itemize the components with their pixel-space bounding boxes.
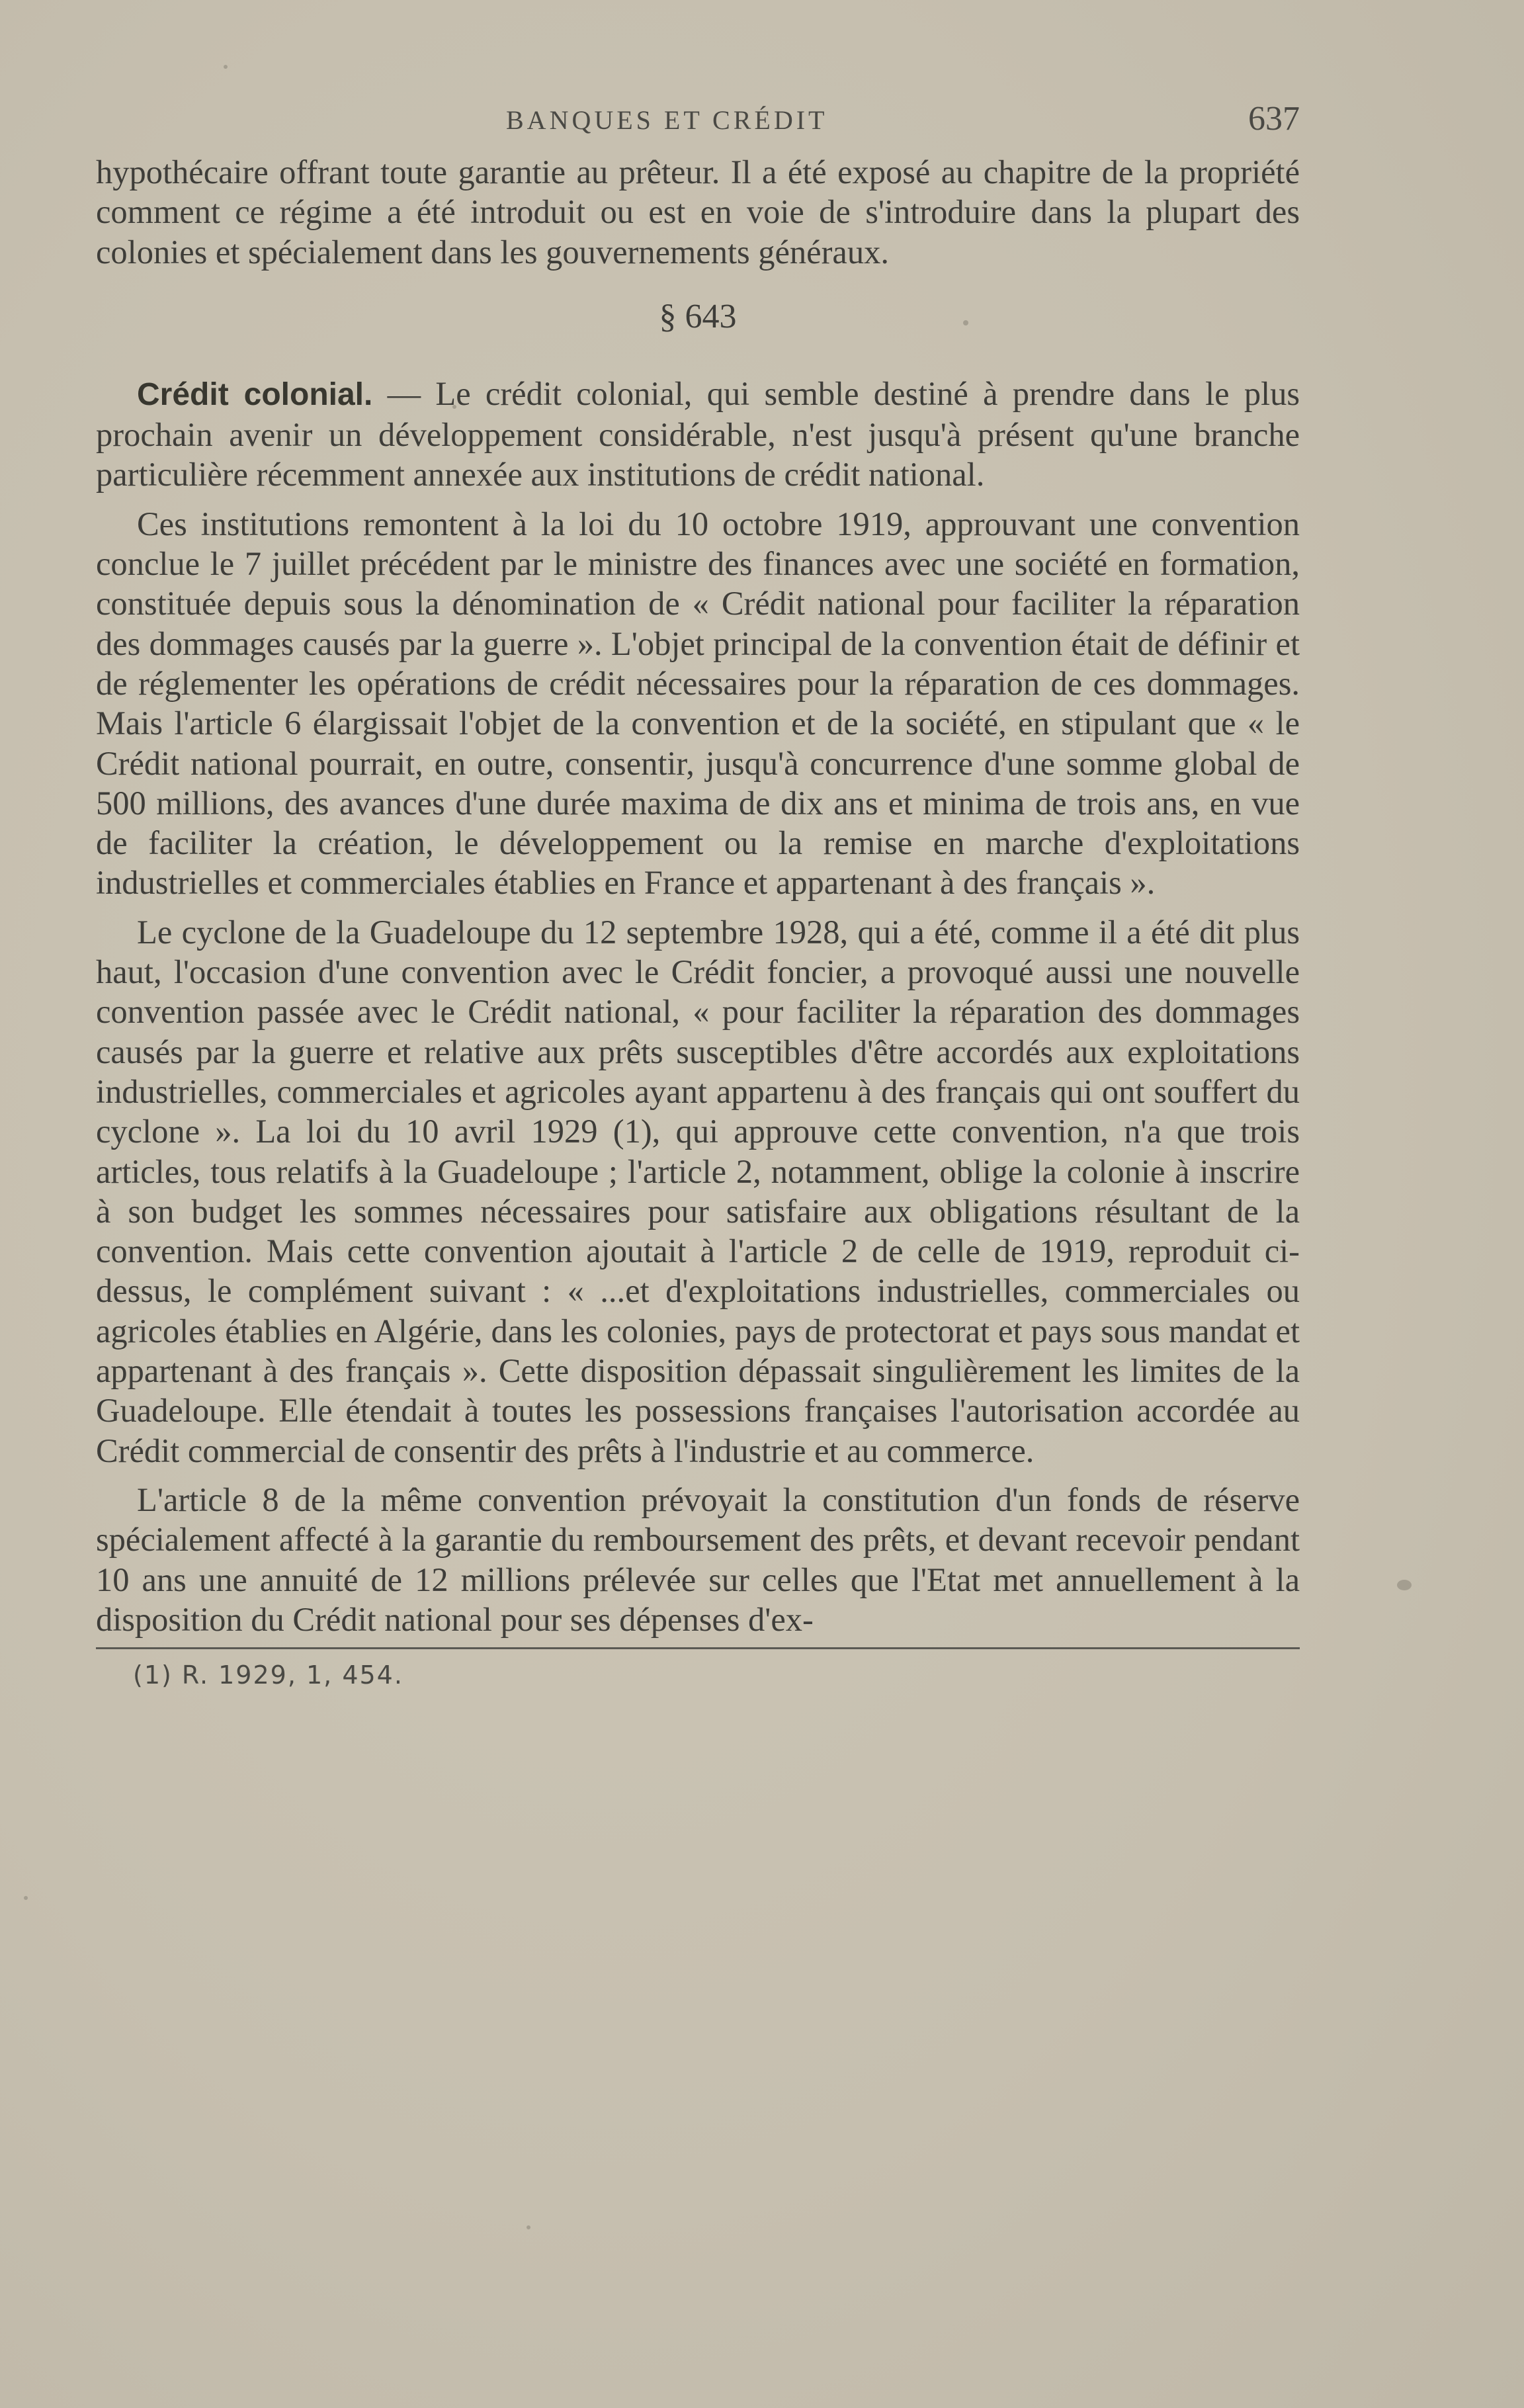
paper-speck (24, 1896, 28, 1900)
paragraph-article-8: L'article 8 de la même convention prévoyait la constitution d'un fonds de réserve spécialement affecté à la garantie du remboursement des prêts, et devant recevoir pendant 10 ans une annuité de 12 millions prélevée sur celles que l'Etat met annuellement à la disposition du Crédit national pour ses dépenses d'ex- (96, 1481, 1300, 1638)
paper-speck (224, 65, 228, 69)
paper-speck (527, 2225, 530, 2229)
page-number: 637 (1248, 100, 1300, 138)
footnote: (1) R. 1929, 1, 454. (133, 1660, 403, 1690)
paragraph-cyclone: Le cyclone de la Guadeloupe du 12 septembre 1928, qui a été, comme il a été dit plus haut, l'occasion d'une convention avec le Crédit foncier, a provoqué aussi une nouvelle convention passée avec le Crédit national, « pour faciliter la réparation des dommages causés par la guerre et relative aux prêts susceptibles d'être accordés aux exploitations industrielles, commerciales et agricoles ayant appartenu à des français qui ont souffert du cyclone ». La loi du 10 avril 1929 (1), qui approuve cette convention, n'a que trois articles, tous relatifs à la Guadeloupe ; l'article 2, notamment, oblige la colonie à inscrire à son budget les sommes nécessaires pour satisfaire aux obligations résultant de la convention. Mais cette convention ajoutait à l'article 2 de celle de 1919, reproduit ci-dessus, le complément suivant : « ...et d'exploitations industrielles, commerciales ou agricoles établies en Algérie, dans les colonies, pays de protectorat et pays sous mandat et appartenant à des français ». Cette disposition dépassait singulièrement les limites de la Guadeloupe. Elle étendait à toutes les possessions françaises l'autorisation accordée au Crédit commercial de consentir des prêts à l'industrie et au commerce. (96, 913, 1300, 1469)
section-number: § 643 (659, 297, 737, 335)
running-head (96, 93, 1300, 152)
footnote-divider (96, 1647, 1300, 1649)
running-title: BANQUES ET CRÉDIT (506, 105, 828, 135)
section-heading: Crédit colonial. (137, 376, 373, 412)
paragraph-institutions: Ces institutions remontent à la loi du 10 octobre 1919, approuvant une convention conclue le 7 juillet précédent par le ministre des finances avec une société en formation, constituée depuis sous la dénomination de « Crédit national pour faciliter la réparation des dommages causés par la guerre ». L'objet principal de la convention était de définir et de réglementer les opérations de crédit nécessaires pour la réparation de ces dommages. Mais l'article 6 élargissait l'objet de la convention et de la société, en stipulant que « le Crédit national pourrait, en outre, consentir, jusqu'à concurrence d'une somme global de 500 millions, des avances d'une durée maxima de dix ans et minima de trois ans, en vue de faciliter la création, le développement ou la remise en marche d'exploitations industrielles et commerciales établies en France et appartenant à des français ». (96, 505, 1300, 902)
paragraph-credit-colonial-text: — Le crédit colonial, qui semble destiné à prendre dans le plus prochain avenir un développement considérable, n'est jusqu'à présent qu'une branche particulière récemment annexée aux institutions de crédit national. (96, 374, 1300, 494)
paragraph-credit-colonial (96, 374, 1300, 495)
book-page (96, 93, 1300, 1692)
paragraph-intro: hypothécaire offrant toute garantie au prêteur. Il a été exposé au chapitre de la propriété comment ce régime a été introduit ou est en voie de s'introduire dans la plupart des colonies et spécialement dans les gouvernements généraux. (96, 153, 1300, 271)
paper-speck (1397, 1580, 1412, 1590)
